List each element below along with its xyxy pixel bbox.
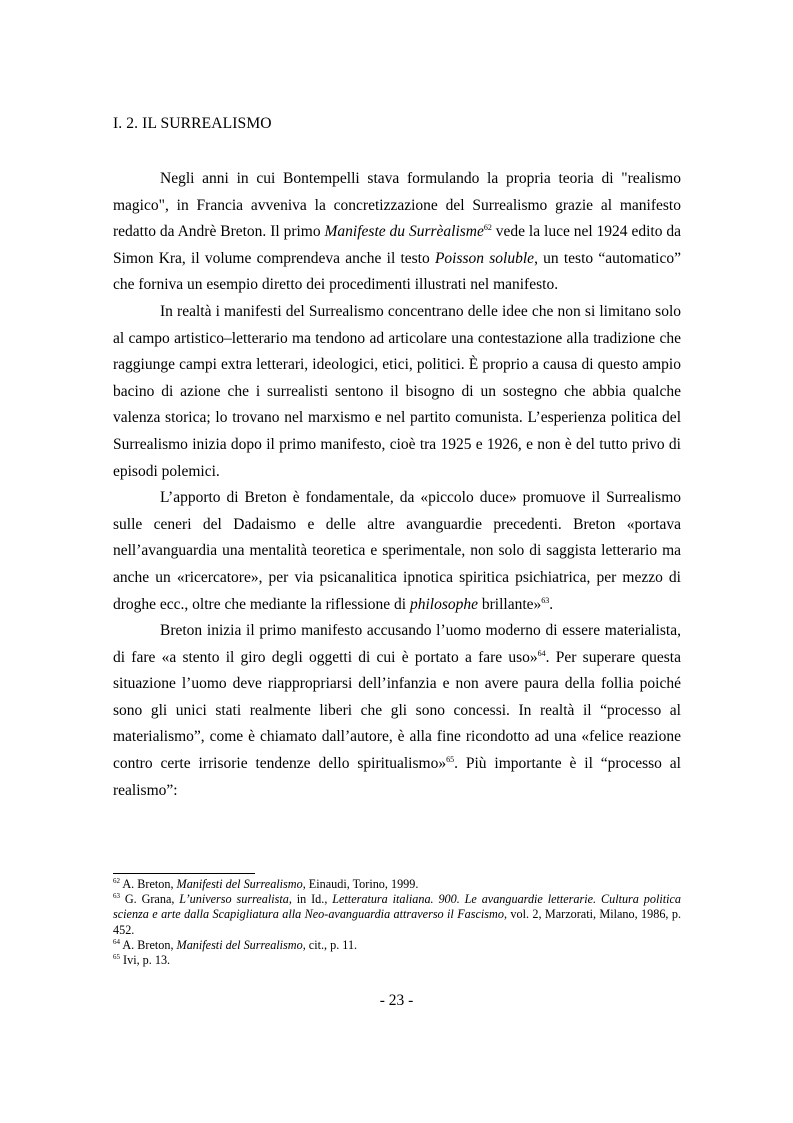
footnote-65: $^{65}$ Ivi, p. 13. (113, 952, 171, 968)
book-title: Manifeste du Surrèalisme (324, 223, 484, 241)
paragraph-1: Negli anni in cui Bontempelli stava formulando la propria teoria di "realismo magico", in Francia avveniva la concretizzazione del Surrealismo grazie al manifesto redatto da Andrè Breton. Il primo Manifeste du Surrèalisme$^{62}$ vede la luce nel 1924 edito da Simon Kra, il volume comprendeva anche il testo Poisson soluble, un testo “automatico” che forniva un esempio diretto dei procedimenti illustrati nel manifesto. (113, 170, 681, 294)
footnote-ref-62[interactable]: 62 (483, 223, 492, 233)
footnote-ref-63[interactable]: 63 (541, 595, 550, 605)
footnotes (113, 877, 681, 968)
body-text (113, 166, 681, 804)
page-number: - 23 - (379, 992, 414, 1009)
footnote-ref-65[interactable]: 65 (446, 754, 455, 764)
book-title: Poisson soluble (434, 249, 535, 267)
footnote-ref-64[interactable]: 64 (537, 648, 546, 658)
footnote-62: $^{62}$ A. Breton, Manifesti del Surrealismo, Einaudi, Torino, 1999. (113, 876, 419, 891)
emphasis: philosophe (409, 595, 478, 613)
paragraph-4: Breton inizia il primo manifesto accusando l’uomo moderno di essere materialista, di fare «a stento il giro degli oggetti di cui è portato a fare uso»$^{64}$. Per superare questa situazione l’uomo deve riappropriarsi dell’infanzia e non avere paura della follia poiché sono gli unici stati realmente liberi che gli sono concessi. In realtà il “processo al materialismo”, come è chiamato dall’autore, è alla fine ricondotto ad una «felice reazione contro certe irrisorie tendenze dello spiritualismo»$^{65}$. Più importante è il “processo al realismo”: (113, 622, 681, 799)
section-heading: I. 2. IL SURREALISMO (113, 115, 272, 132)
footnote-64: $^{64}$ A. Breton, Manifesti del Surrealismo, cit., p. 11. (113, 937, 358, 952)
paragraph-2: In realtà i manifesti del Surrealismo concentrano delle idee che non si limitano solo al campo artistico–letterario ma tendono ad articolare una contestazione alla tradizione che raggiunge campi extra letterari, ideologici, etici, politici. È proprio a causa di questo ampio bacino di azione che i surrealisti sentono il bisogno di un sostegno che abbia qualche valenza storica; lo trovano nel marxismo e nel partito comunista. L’esperienza politica del Surrealismo inizia dopo il primo manifesto, cioè tra 1925 e 1926, e non è del tutto privo di episodi polemici. (113, 302, 681, 480)
paragraph-3: L’apporto di Breton è fondamentale, da «piccolo duce» promuove il Surrealismo sulle ceneri del Dadaismo e delle altre avanguardie precedenti. Breton «portava nell’avanguardia una mentalità teoretica e sperimentale, non solo di saggista letterario ma anche un «ricercatore», per via psicanalitica ipnotica spiritica psichiatrica, per mezzo di droghe ecc., oltre che mediante la riflessione di philosophe brillante»$^{63}$. (113, 489, 681, 613)
footnote-63: $^{63}$ G. Grana, L’universo surrealista, in Id., Letteratura italiana. 900. Le avanguardie letterarie. Cultura politica scienza e arte dalla Scapigliatura alla Neo-avanguardia attraverso il Fascismo, vol. 2, Marzorati, Milano, 1986, p. 452. (113, 892, 682, 937)
footnote-divider (113, 873, 255, 874)
